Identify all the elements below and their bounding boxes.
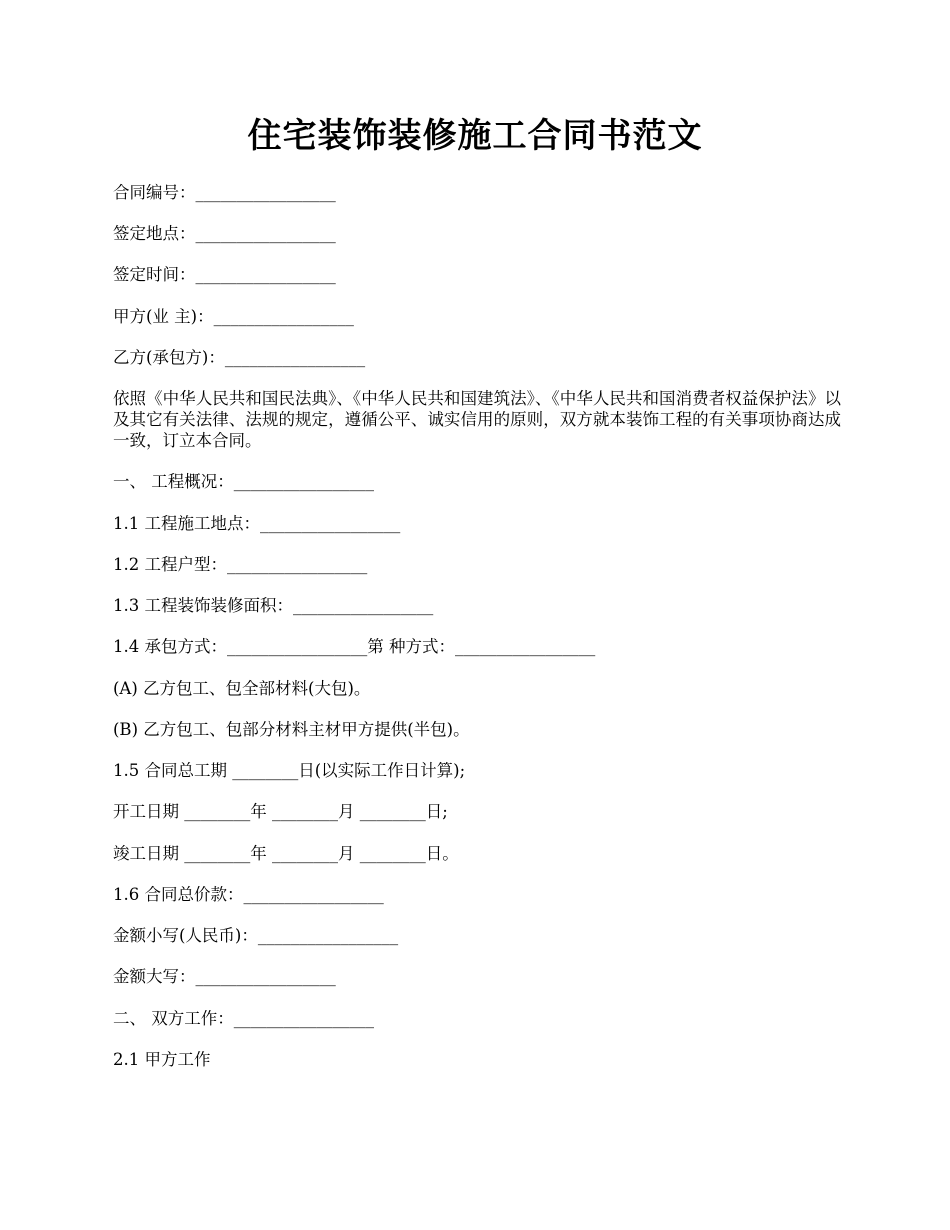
option-a: (A) 乙方包工、包全部材料(大包)。 bbox=[113, 679, 371, 698]
start-date-line: 开工日期 ________年 ________月 ________日; bbox=[113, 802, 448, 821]
clause-1-1: 1.1 工程施工地点：_________________ bbox=[113, 514, 401, 533]
preamble-paragraph: 依照《中华人民共和国民法典》、《中华人民共和国建筑法》、《中华人民共和国消费者权益保护法》以及其它有关法律、法规的规定，遵循公平、诚实信用的原则，双方就本装饰工程的有关事项协商达成一致，订立本合同。 bbox=[113, 389, 841, 450]
party-b-line: 乙方(承包方)：_________________ bbox=[113, 348, 366, 367]
clause-1-3: 1.3 工程装饰装修面积：_________________ bbox=[113, 596, 434, 615]
signing-time-line: 签定时间：_________________ bbox=[113, 265, 336, 284]
amount-uppercase-line: 金额大写：_________________ bbox=[113, 967, 336, 986]
clause-1-4: 1.4 承包方式：_________________第 种方式：_________________ bbox=[113, 637, 596, 656]
contract-number-line: 合同编号：_________________ bbox=[113, 183, 336, 202]
amount-lowercase-line: 金额小写(人民币)：_________________ bbox=[113, 926, 399, 945]
signing-place-line: 签定地点：_________________ bbox=[113, 224, 336, 243]
clause-2-1: 2.1 甲方工作 bbox=[113, 1050, 211, 1069]
document-title: 住宅装饰装修施工合同书范文 bbox=[247, 116, 703, 156]
section-1-heading: 一、 工程概况：_________________ bbox=[113, 472, 374, 491]
section-2-heading: 二、 双方工作：_________________ bbox=[113, 1009, 374, 1028]
clause-1-5: 1.5 合同总工期 ________日(以实际工作日计算); bbox=[113, 761, 466, 780]
clause-1-6: 1.6 合同总价款：_________________ bbox=[113, 885, 384, 904]
completion-date-line: 竣工日期 ________年 ________月 ________日。 bbox=[113, 844, 459, 863]
option-b: (B) 乙方包工、包部分材料主材甲方提供(半包)。 bbox=[113, 720, 470, 739]
clause-1-2: 1.2 工程户型：_________________ bbox=[113, 555, 368, 574]
party-a-line: 甲方(业 主)：_________________ bbox=[113, 307, 354, 326]
